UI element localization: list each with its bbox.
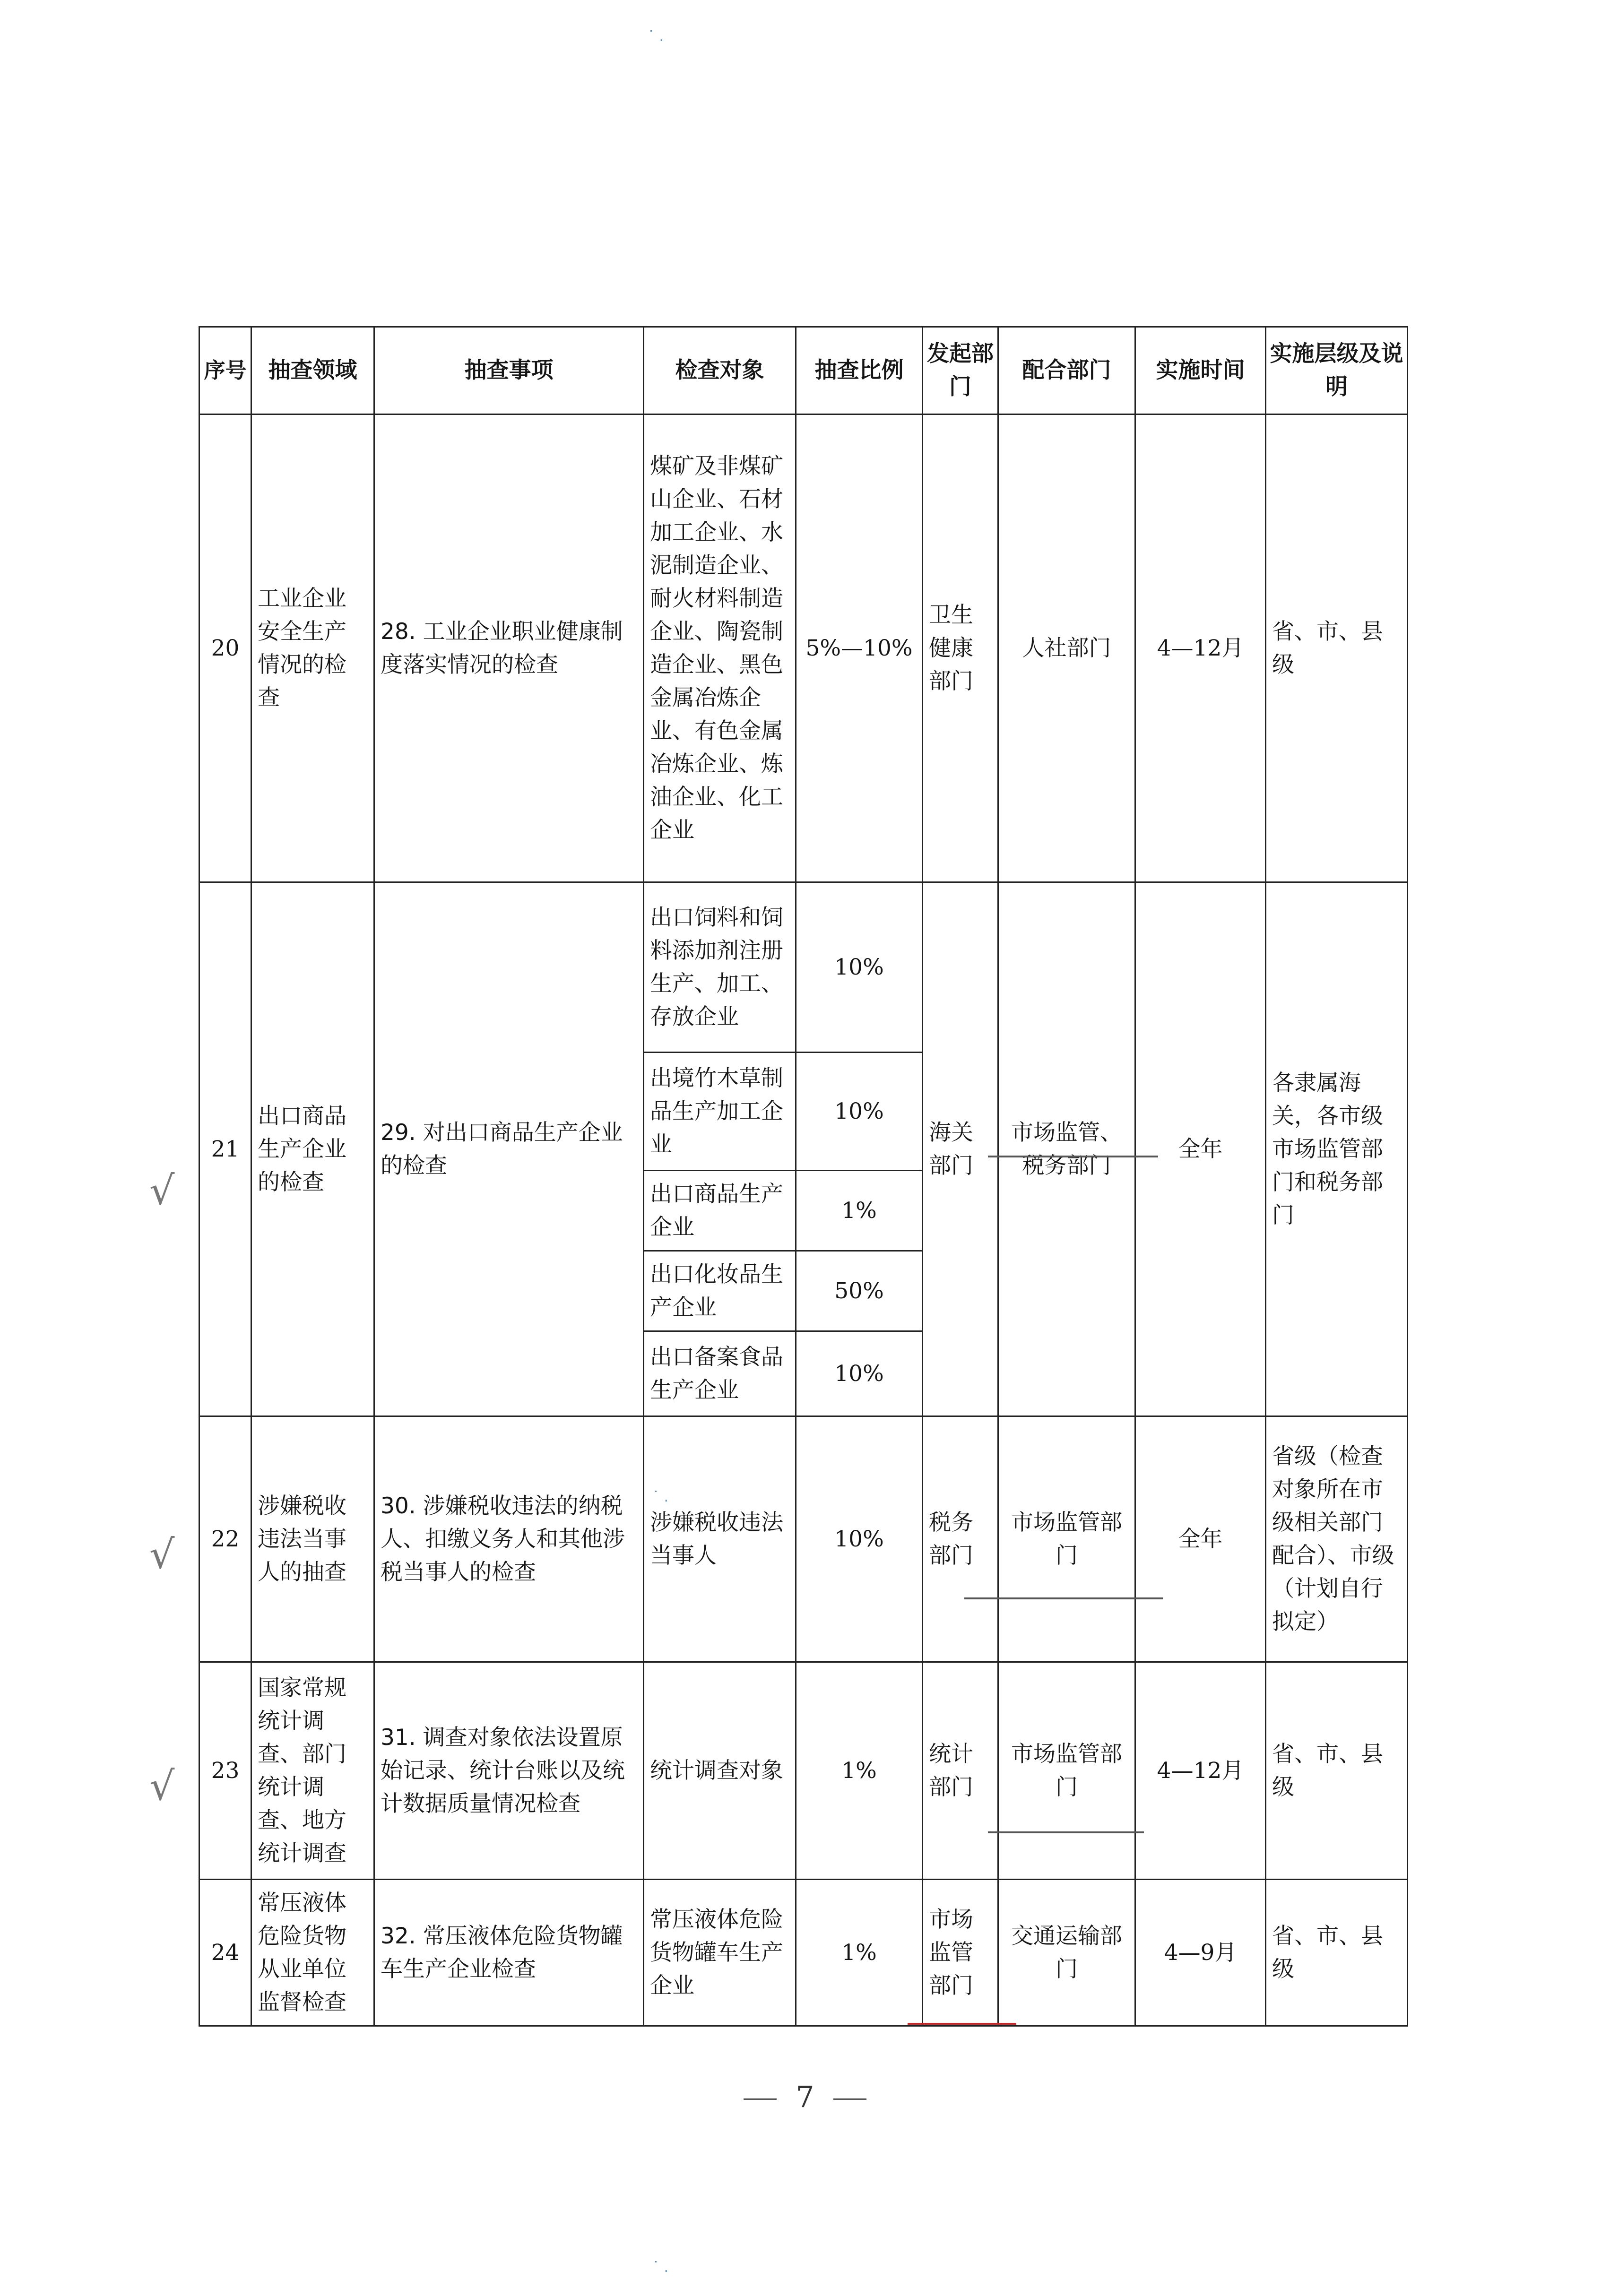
cell-dept: 税务部门 — [923, 1416, 998, 1662]
cell-ratio: 50% — [796, 1251, 923, 1331]
pen-underline — [988, 1156, 1158, 1157]
cell-ratio: 10% — [796, 1331, 923, 1416]
cell-object: 出口化妆品生产企业 — [644, 1251, 796, 1331]
scan-speck: ˙ . — [652, 2259, 669, 2276]
page-number-dash-right — [833, 2098, 866, 2100]
scan-speck: ˙ . — [652, 1489, 669, 1505]
cell-coop: 市场监管部门 — [998, 1416, 1135, 1662]
page-number — [0, 2080, 1610, 2114]
col-header-ratio: 抽查比例 — [796, 327, 923, 414]
cell-item: 31. 调查对象依法设置原始记录、统计台账以及统计数据质量情况检查 — [374, 1662, 644, 1880]
cell-field: 工业企业安全生产情况的检查 — [251, 414, 374, 882]
cell-object: 出境竹木草制品生产加工企业 — [644, 1053, 796, 1171]
cell-ratio: 10% — [796, 1416, 923, 1662]
cell-item: 28. 工业企业职业健康制度落实情况的检查 — [374, 414, 644, 882]
cell-time: 全年 — [1135, 882, 1266, 1416]
cell-object: 涉嫌税收违法当事人 — [644, 1416, 796, 1662]
cell-dept: 统计部门 — [923, 1662, 998, 1880]
cell-seq: 22 — [199, 1416, 251, 1662]
cell-level: 省、市、县级 — [1266, 1880, 1408, 2026]
col-header-coop: 配合部门 — [998, 327, 1135, 414]
cell-time: 4—12月 — [1135, 414, 1266, 882]
scan-speck: ˙ . — [648, 28, 664, 45]
cell-object: 统计调查对象 — [644, 1662, 796, 1880]
col-header-dept: 发起部门 — [923, 327, 998, 414]
cell-dept: 市场监管部门 — [923, 1880, 998, 2026]
cell-ratio: 10% — [796, 882, 923, 1053]
cell-level: 省级（检查对象所在市级相关部门配合）、市级（计划自行拟定） — [1266, 1416, 1408, 1662]
page-number-dash-left — [744, 2098, 777, 2100]
cell-item: 29. 对出口商品生产企业的检查 — [374, 882, 644, 1416]
cell-object: 出口饲料和饲料添加剂注册生产、加工、存放企业 — [644, 882, 796, 1053]
cell-level: 省、市、县级 — [1266, 414, 1408, 882]
cell-ratio: 1% — [796, 1171, 923, 1251]
inspection-table — [199, 326, 1408, 2027]
cell-time: 4—12月 — [1135, 1662, 1266, 1880]
cell-field: 出口商品生产企业的检查 — [251, 882, 374, 1416]
table-row — [199, 1880, 1408, 2026]
cell-level: 各隶属海关，各市级市场监管部门和税务部门 — [1266, 882, 1408, 1416]
check-mark-icon: √ — [149, 1167, 175, 1214]
cell-coop: 交通运输部门 — [998, 1880, 1135, 2026]
cell-item: 32. 常压液体危险货物罐车生产企业检查 — [374, 1880, 644, 2026]
pen-underline — [988, 1831, 1144, 1833]
cell-field: 国家常规统计调查、部门统计调查、地方统计调查 — [251, 1662, 374, 1880]
cell-object: 出口备案食品生产企业 — [644, 1331, 796, 1416]
cell-coop: 市场监管部门 — [998, 1662, 1135, 1880]
cell-seq: 20 — [199, 414, 251, 882]
check-mark-icon: √ — [149, 1531, 175, 1578]
table-row — [199, 414, 1408, 882]
col-header-object: 检查对象 — [644, 327, 796, 414]
cell-ratio: 1% — [796, 1880, 923, 2026]
table-row — [199, 1662, 1408, 1880]
cell-ratio: 1% — [796, 1662, 923, 1880]
check-mark-icon: √ — [149, 1763, 175, 1809]
col-header-seq: 序号 — [199, 327, 251, 414]
cell-field: 常压液体危险货物从业单位监督检查 — [251, 1880, 374, 2026]
cell-object: 出口商品生产企业 — [644, 1171, 796, 1251]
cell-dept: 卫生健康部门 — [923, 414, 998, 882]
cell-item: 30. 涉嫌税收违法的纳税人、扣缴义务人和其他涉税当事人的检查 — [374, 1416, 644, 1662]
cell-ratio: 10% — [796, 1053, 923, 1171]
cell-object: 煤矿及非煤矿山企业、石材加工企业、水泥制造企业、耐火材料制造企业、陶瓷制造企业、黑色金属冶炼企业、有色金属冶炼企业、炼油企业、化工企业 — [644, 414, 796, 882]
cell-field: 涉嫌税收违法当事人的抽查 — [251, 1416, 374, 1662]
col-header-item: 抽查事项 — [374, 327, 644, 414]
cell-time: 全年 — [1135, 1416, 1266, 1662]
cell-seq: 23 — [199, 1662, 251, 1880]
table-body — [199, 414, 1408, 2026]
cell-coop: 人社部门 — [998, 414, 1135, 882]
cell-dept: 海关部门 — [923, 882, 998, 1416]
pen-underline — [964, 1597, 1163, 1599]
cell-time: 4—9月 — [1135, 1880, 1266, 2026]
page-number-text: 7 — [796, 2080, 814, 2114]
cell-seq: 21 — [199, 882, 251, 1416]
col-header-time: 实施时间 — [1135, 327, 1266, 414]
cell-seq: 24 — [199, 1880, 251, 2026]
cell-coop: 市场监管、税务部门 — [998, 882, 1135, 1416]
cell-object: 常压液体危险货物罐车生产企业 — [644, 1880, 796, 2026]
col-header-field: 抽查领域 — [251, 327, 374, 414]
pen-underline-red — [908, 2023, 1016, 2025]
table-row — [199, 882, 1408, 1053]
cell-level: 省、市、县级 — [1266, 1662, 1408, 1880]
cell-ratio: 5%—10% — [796, 414, 923, 882]
table-row — [199, 1416, 1408, 1662]
col-header-level: 实施层级及说明 — [1266, 327, 1408, 414]
table-header-row — [199, 327, 1408, 414]
